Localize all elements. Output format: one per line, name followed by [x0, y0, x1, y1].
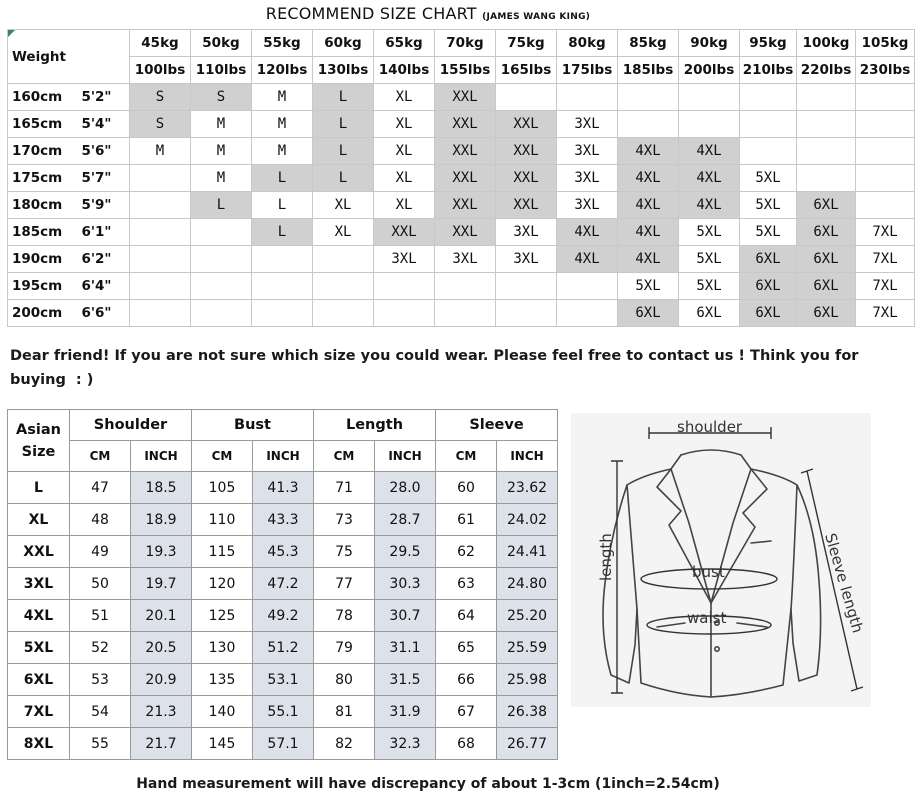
- height-ft: 5'2": [76, 84, 130, 111]
- asian-size-header: [8, 410, 70, 472]
- inch-value: 31.5: [375, 664, 436, 696]
- cm-value: 64: [436, 600, 497, 632]
- size-cell: 5XL: [679, 246, 740, 273]
- weight-kg-header: 70kg: [435, 30, 496, 57]
- cm-value: 50: [70, 568, 131, 600]
- size-cell: L: [252, 165, 313, 192]
- inch-value: 41.3: [253, 472, 314, 504]
- length-label: length: [597, 533, 615, 581]
- height-ft: 5'6": [76, 138, 130, 165]
- size-chart-row: [8, 165, 915, 192]
- size-cell: [740, 84, 797, 111]
- size-cell: S: [191, 84, 252, 111]
- height-ft: 6'2": [76, 246, 130, 273]
- size-chart-row: [8, 138, 915, 165]
- weight-lbs-header: 185lbs: [618, 57, 679, 84]
- inch-value: 29.5: [375, 536, 436, 568]
- size-cell: 7XL: [856, 219, 915, 246]
- size-cell: [130, 192, 191, 219]
- size-cell: [130, 165, 191, 192]
- size-cell: XXL: [374, 219, 435, 246]
- size-cell: L: [313, 165, 374, 192]
- inch-value: 53.1: [253, 664, 314, 696]
- size-cell: 3XL: [496, 219, 557, 246]
- weight-lbs-header: 120lbs: [252, 57, 313, 84]
- cm-value: 47: [70, 472, 131, 504]
- inch-value: 18.5: [131, 472, 192, 504]
- cm-value: 51: [70, 600, 131, 632]
- cm-value: 68: [436, 728, 497, 760]
- measure-group-shoulder-header: Shoulder: [70, 410, 192, 441]
- bust-label: bust: [692, 563, 725, 581]
- asian-size: 7XL: [8, 696, 70, 728]
- size-cell: M: [252, 111, 313, 138]
- size-cell: [679, 111, 740, 138]
- inch-value: 24.80: [497, 568, 558, 600]
- size-cell: XL: [374, 84, 435, 111]
- inch-value: 20.1: [131, 600, 192, 632]
- cm-value: 80: [314, 664, 375, 696]
- chart-title-main: RECOMMEND SIZE CHART: [265, 4, 477, 23]
- cm-value: 105: [192, 472, 253, 504]
- weight-lbs-header: 100lbs: [130, 57, 191, 84]
- size-cell: [618, 84, 679, 111]
- size-cell: [252, 273, 313, 300]
- inch-value: 25.20: [497, 600, 558, 632]
- sleeve-length-label: Sleeve length: [821, 531, 867, 635]
- size-cell: M: [191, 165, 252, 192]
- measure-group-sleeve-header: Sleeve: [436, 410, 558, 441]
- cm-value: 61: [436, 504, 497, 536]
- weight-lbs-header-row: [8, 57, 915, 84]
- size-cell: [313, 273, 374, 300]
- size-cell: 3XL: [557, 165, 618, 192]
- size-cell: [191, 219, 252, 246]
- size-cell: 6XL: [797, 192, 856, 219]
- inch-value: 30.3: [375, 568, 436, 600]
- height-cm: 170cm: [8, 138, 76, 165]
- size-cell: 6XL: [740, 273, 797, 300]
- inch-value: 47.2: [253, 568, 314, 600]
- weight-kg-header: 105kg: [856, 30, 915, 57]
- size-chart-row: [8, 273, 915, 300]
- inch-value: 19.3: [131, 536, 192, 568]
- unit-header: CM: [70, 441, 131, 472]
- size-cell: 6XL: [797, 273, 856, 300]
- cm-value: 110: [192, 504, 253, 536]
- height-cm: 160cm: [8, 84, 76, 111]
- height-ft: 5'9": [76, 192, 130, 219]
- size-cell: [856, 192, 915, 219]
- inch-value: 20.5: [131, 632, 192, 664]
- asian-size: L: [8, 472, 70, 504]
- size-chart-row: [8, 84, 915, 111]
- cm-value: 115: [192, 536, 253, 568]
- weight-kg-header: 55kg: [252, 30, 313, 57]
- inch-value: 57.1: [253, 728, 314, 760]
- waist-label: waist: [687, 609, 727, 627]
- jacket-measurement-diagram: [571, 413, 871, 707]
- size-cell: 7XL: [856, 273, 915, 300]
- weight-kg-header: 45kg: [130, 30, 191, 57]
- size-cell: 5XL: [740, 165, 797, 192]
- size-cell: XXL: [496, 165, 557, 192]
- height-cm: 200cm: [8, 300, 76, 327]
- weight-lbs-header: 140lbs: [374, 57, 435, 84]
- size-chart-row: [8, 246, 915, 273]
- inch-value: 24.41: [497, 536, 558, 568]
- weight-kg-header: 85kg: [618, 30, 679, 57]
- size-cell: [856, 111, 915, 138]
- weight-kg-header: 80kg: [557, 30, 618, 57]
- cm-value: 77: [314, 568, 375, 600]
- cm-value: 53: [70, 664, 131, 696]
- measurement-row: [8, 728, 558, 760]
- size-cell: 3XL: [435, 246, 496, 273]
- weight-kg-header: 95kg: [740, 30, 797, 57]
- weight-kg-header: 50kg: [191, 30, 252, 57]
- size-cell: 6XL: [797, 219, 856, 246]
- size-cell: XXL: [496, 138, 557, 165]
- measure-group-length-header: Length: [314, 410, 436, 441]
- asian-size: 5XL: [8, 632, 70, 664]
- weight-kg-header: 60kg: [313, 30, 374, 57]
- size-cell: [557, 273, 618, 300]
- unit-header: INCH: [497, 441, 558, 472]
- weight-lbs-header: 155lbs: [435, 57, 496, 84]
- size-cell: [252, 300, 313, 327]
- asian-size: 4XL: [8, 600, 70, 632]
- size-cell: 4XL: [618, 138, 679, 165]
- size-cell: L: [313, 138, 374, 165]
- inch-value: 30.7: [375, 600, 436, 632]
- cm-value: 82: [314, 728, 375, 760]
- size-cell: 6XL: [740, 300, 797, 327]
- size-cell: [557, 300, 618, 327]
- height-cm: 165cm: [8, 111, 76, 138]
- weight-lbs-header: 200lbs: [679, 57, 740, 84]
- size-cell: [191, 246, 252, 273]
- size-cell: [130, 246, 191, 273]
- size-cell: XL: [374, 111, 435, 138]
- height-ft: 5'4": [76, 111, 130, 138]
- inch-value: 23.62: [497, 472, 558, 504]
- inch-value: 31.9: [375, 696, 436, 728]
- unit-header: INCH: [375, 441, 436, 472]
- measurement-row: [8, 536, 558, 568]
- unit-header: INCH: [253, 441, 314, 472]
- size-cell: [191, 300, 252, 327]
- size-cell: XXL: [435, 138, 496, 165]
- size-cell: [797, 138, 856, 165]
- asian-size: XXL: [8, 536, 70, 568]
- inch-value: 28.7: [375, 504, 436, 536]
- size-cell: 3XL: [557, 138, 618, 165]
- size-cell: 6XL: [618, 300, 679, 327]
- shoulder-label: shoulder: [677, 418, 743, 436]
- weight-label: Weight: [12, 48, 66, 65]
- size-cell: M: [252, 84, 313, 111]
- size-cell: 6XL: [740, 246, 797, 273]
- size-cell: XXL: [435, 192, 496, 219]
- cm-value: 54: [70, 696, 131, 728]
- measure-group-bust-header: Bust: [192, 410, 314, 441]
- size-cell: 7XL: [856, 300, 915, 327]
- weight-lbs-header: 210lbs: [740, 57, 797, 84]
- inch-value: 21.3: [131, 696, 192, 728]
- height-cm: 190cm: [8, 246, 76, 273]
- inch-value: 25.98: [497, 664, 558, 696]
- weight-corner-cell: [8, 30, 130, 84]
- cm-value: 49: [70, 536, 131, 568]
- measurement-row: [8, 568, 558, 600]
- size-cell: [618, 111, 679, 138]
- size-cell: [191, 273, 252, 300]
- cm-value: 120: [192, 568, 253, 600]
- size-cell: 6XL: [797, 246, 856, 273]
- size-cell: 4XL: [557, 246, 618, 273]
- size-chart-row: [8, 219, 915, 246]
- size-cell: 4XL: [618, 165, 679, 192]
- size-cell: 3XL: [557, 111, 618, 138]
- size-chart-row: [8, 192, 915, 219]
- cm-value: 135: [192, 664, 253, 696]
- size-cell: L: [191, 192, 252, 219]
- cm-value: 67: [436, 696, 497, 728]
- asian-size-header-line1: Asian: [16, 421, 61, 438]
- measurement-disclaimer: Hand measurement will have discrepancy of about 1-3cm (1inch=2.54cm): [136, 776, 720, 792]
- size-cell: M: [191, 138, 252, 165]
- measurement-row: [8, 600, 558, 632]
- cm-value: 48: [70, 504, 131, 536]
- size-cell: [797, 165, 856, 192]
- size-cell: M: [130, 138, 191, 165]
- cm-value: 75: [314, 536, 375, 568]
- size-cell: 3XL: [496, 246, 557, 273]
- size-cell: [435, 300, 496, 327]
- size-cell: XL: [313, 192, 374, 219]
- cm-value: 125: [192, 600, 253, 632]
- measurement-row: [8, 664, 558, 696]
- weight-kg-header: 100kg: [797, 30, 856, 57]
- inch-value: 51.2: [253, 632, 314, 664]
- size-cell: [496, 84, 557, 111]
- size-cell: 5XL: [679, 273, 740, 300]
- size-cell: XL: [313, 219, 374, 246]
- size-cell: [797, 111, 856, 138]
- chart-title: [0, 4, 856, 23]
- asian-size-header-line2: Size: [21, 443, 56, 460]
- cm-value: 71: [314, 472, 375, 504]
- weight-kg-header-row: [8, 30, 915, 57]
- cm-value: 130: [192, 632, 253, 664]
- measurement-row: [8, 696, 558, 728]
- inch-value: 20.9: [131, 664, 192, 696]
- cm-value: 78: [314, 600, 375, 632]
- weight-lbs-header: 175lbs: [557, 57, 618, 84]
- asian-size: 8XL: [8, 728, 70, 760]
- size-cell: 6XL: [797, 300, 856, 327]
- size-cell: XXL: [435, 111, 496, 138]
- inch-value: 45.3: [253, 536, 314, 568]
- weight-lbs-header: 130lbs: [313, 57, 374, 84]
- size-cell: [797, 84, 856, 111]
- size-cell: XXL: [496, 111, 557, 138]
- size-cell: [856, 165, 915, 192]
- size-cell: XL: [374, 192, 435, 219]
- size-cell: [313, 300, 374, 327]
- weight-lbs-header: 165lbs: [496, 57, 557, 84]
- brand-name: (JAMES WANG KING): [482, 12, 591, 22]
- size-cell: 4XL: [679, 192, 740, 219]
- weight-kg-header: 90kg: [679, 30, 740, 57]
- inch-value: 26.77: [497, 728, 558, 760]
- size-cell: [435, 273, 496, 300]
- weight-kg-header: 75kg: [496, 30, 557, 57]
- size-cell: [856, 138, 915, 165]
- inch-value: 43.3: [253, 504, 314, 536]
- cm-value: 52: [70, 632, 131, 664]
- size-cell: S: [130, 84, 191, 111]
- unit-header: INCH: [131, 441, 192, 472]
- inch-value: 26.38: [497, 696, 558, 728]
- size-cell: XXL: [435, 84, 496, 111]
- contact-note: Dear friend! If you are not sure which size you could wear. Please feel free to contact us ! Think you for buying : ): [10, 348, 859, 388]
- measurement-table-body: [8, 472, 558, 760]
- size-recommendation-table: [7, 29, 915, 327]
- inch-value: 32.3: [375, 728, 436, 760]
- cm-value: 73: [314, 504, 375, 536]
- measurement-group-header-row: [8, 410, 558, 441]
- measurement-table: [7, 409, 558, 760]
- inch-value: 49.2: [253, 600, 314, 632]
- size-cell: XXL: [496, 192, 557, 219]
- cm-value: 63: [436, 568, 497, 600]
- size-cell: XL: [374, 165, 435, 192]
- cm-value: 55: [70, 728, 131, 760]
- size-cell: L: [313, 111, 374, 138]
- size-cell: [496, 300, 557, 327]
- size-cell: [252, 246, 313, 273]
- measurement-unit-header-row: [8, 441, 558, 472]
- size-cell: L: [313, 84, 374, 111]
- inch-value: 21.7: [131, 728, 192, 760]
- inch-value: 31.1: [375, 632, 436, 664]
- inch-value: 55.1: [253, 696, 314, 728]
- size-cell: S: [130, 111, 191, 138]
- inch-value: 18.9: [131, 504, 192, 536]
- size-cell: [496, 273, 557, 300]
- cm-value: 81: [314, 696, 375, 728]
- cm-value: 145: [192, 728, 253, 760]
- size-cell: XXL: [435, 219, 496, 246]
- size-cell: 5XL: [618, 273, 679, 300]
- unit-header: CM: [436, 441, 497, 472]
- size-cell: 3XL: [557, 192, 618, 219]
- asian-size: XL: [8, 504, 70, 536]
- size-cell: 6XL: [679, 300, 740, 327]
- height-cm: 180cm: [8, 192, 76, 219]
- size-cell: [313, 246, 374, 273]
- inch-value: 24.02: [497, 504, 558, 536]
- size-cell: [130, 219, 191, 246]
- unit-header: CM: [314, 441, 375, 472]
- size-cell: 4XL: [679, 138, 740, 165]
- size-cell: 5XL: [740, 219, 797, 246]
- cm-value: 66: [436, 664, 497, 696]
- size-cell: [130, 300, 191, 327]
- height-cm: 195cm: [8, 273, 76, 300]
- height-ft: 6'6": [76, 300, 130, 327]
- cm-value: 62: [436, 536, 497, 568]
- measurement-row: [8, 472, 558, 504]
- size-cell: 4XL: [618, 219, 679, 246]
- size-cell: [679, 84, 740, 111]
- asian-size: 3XL: [8, 568, 70, 600]
- measurement-row: [8, 504, 558, 536]
- size-cell: [740, 111, 797, 138]
- size-chart-row: [8, 300, 915, 327]
- size-cell: M: [252, 138, 313, 165]
- cm-value: 140: [192, 696, 253, 728]
- size-cell: XXL: [435, 165, 496, 192]
- size-cell: [374, 273, 435, 300]
- cm-value: 60: [436, 472, 497, 504]
- size-cell: L: [252, 219, 313, 246]
- height-ft: 6'1": [76, 219, 130, 246]
- height-cm: 175cm: [8, 165, 76, 192]
- weight-lbs-header: 110lbs: [191, 57, 252, 84]
- weight-lbs-header: 220lbs: [797, 57, 856, 84]
- size-cell: 5XL: [679, 219, 740, 246]
- inch-value: 25.59: [497, 632, 558, 664]
- size-cell: [856, 84, 915, 111]
- size-cell: [374, 300, 435, 327]
- size-cell: 4XL: [618, 246, 679, 273]
- asian-size: 6XL: [8, 664, 70, 696]
- cm-value: 79: [314, 632, 375, 664]
- cm-value: 65: [436, 632, 497, 664]
- size-cell: L: [252, 192, 313, 219]
- size-chart-row: [8, 111, 915, 138]
- diagram-background: [571, 413, 871, 707]
- height-ft: 5'7": [76, 165, 130, 192]
- size-cell: 3XL: [374, 246, 435, 273]
- size-chart-body: [8, 84, 915, 327]
- size-cell: [130, 273, 191, 300]
- size-cell: 4XL: [557, 219, 618, 246]
- size-cell: XL: [374, 138, 435, 165]
- weight-lbs-header: 230lbs: [856, 57, 915, 84]
- size-cell: 4XL: [618, 192, 679, 219]
- size-cell: 7XL: [856, 246, 915, 273]
- weight-kg-header: 65kg: [374, 30, 435, 57]
- size-cell: M: [191, 111, 252, 138]
- measurement-row: [8, 632, 558, 664]
- inch-value: 28.0: [375, 472, 436, 504]
- height-ft: 6'4": [76, 273, 130, 300]
- inch-value: 19.7: [131, 568, 192, 600]
- size-cell: 5XL: [740, 192, 797, 219]
- height-cm: 185cm: [8, 219, 76, 246]
- unit-header: CM: [192, 441, 253, 472]
- size-cell: [740, 138, 797, 165]
- corner-mark-icon: [8, 30, 15, 37]
- size-cell: 4XL: [679, 165, 740, 192]
- size-cell: [557, 84, 618, 111]
